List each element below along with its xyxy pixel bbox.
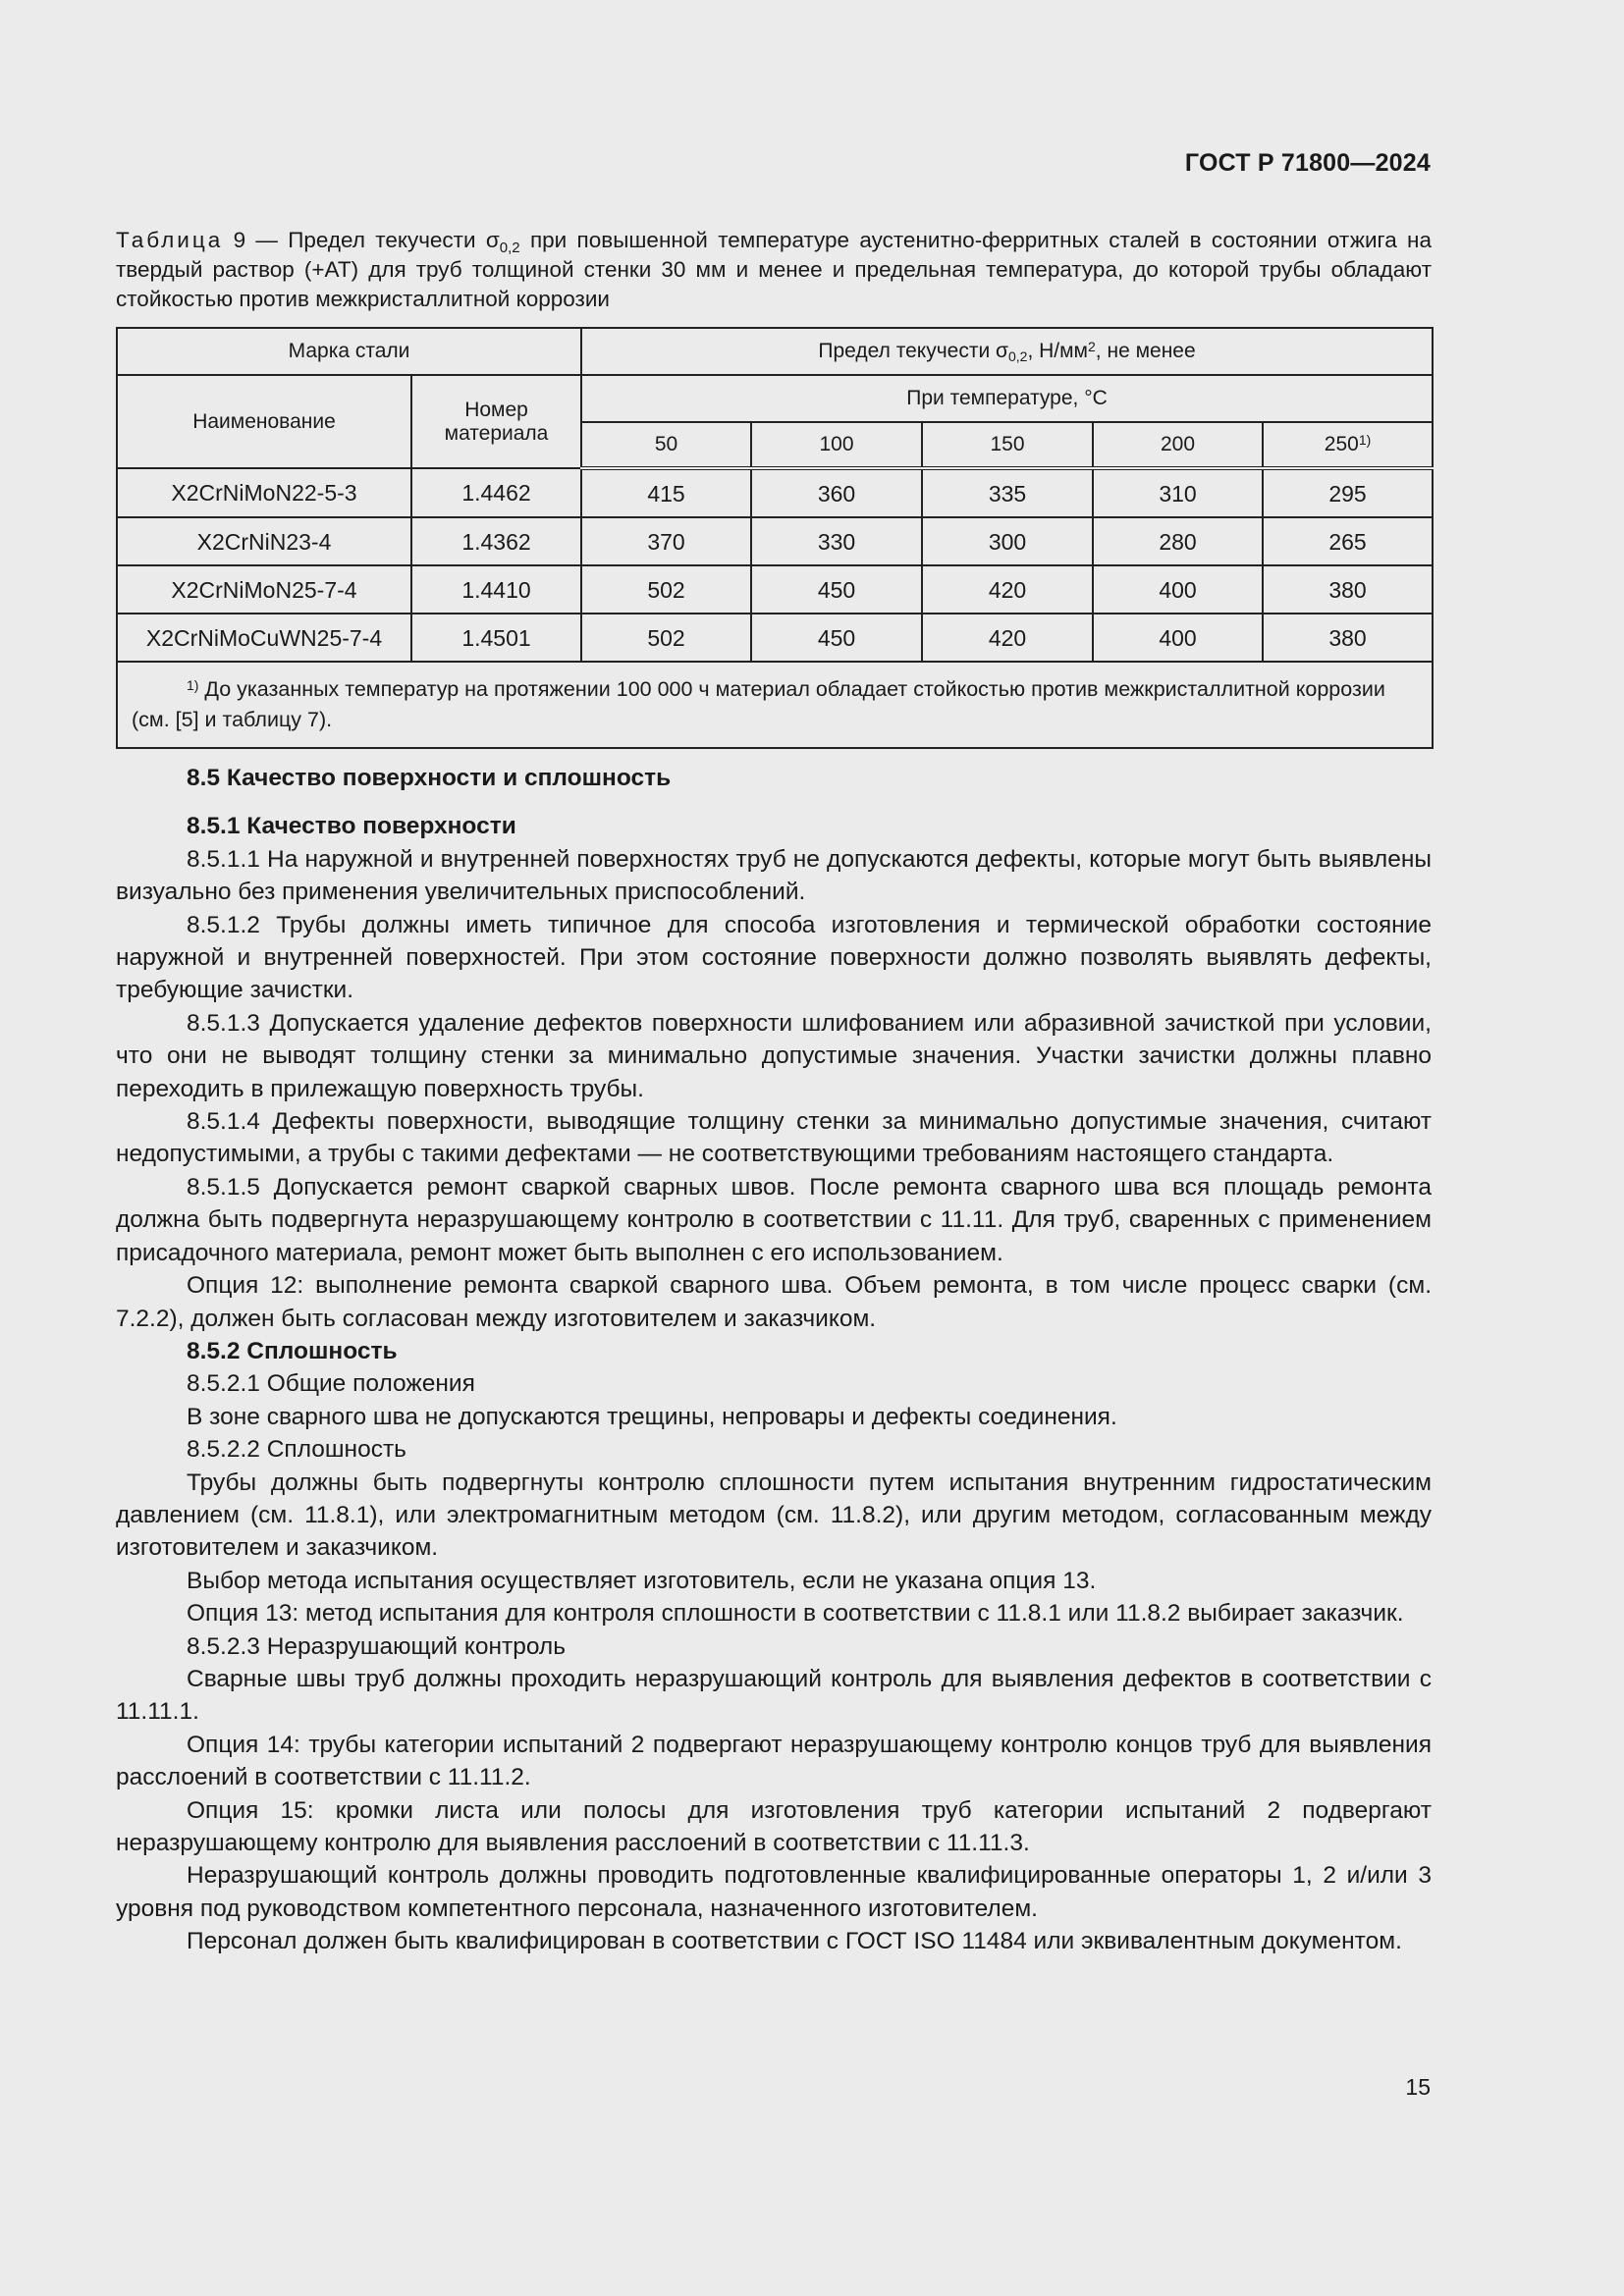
value-cell: 400 — [1093, 614, 1263, 662]
material-number: 1.4462 — [411, 468, 581, 517]
header-temp-150: 150 — [922, 422, 1093, 468]
value-cell: 400 — [1093, 565, 1263, 614]
footnote-mark: 1) — [187, 677, 199, 693]
paragraph-8-5-2-3-title: 8.5.2.3 Неразрушающий контроль — [187, 1632, 566, 1660]
header-temp-100: 100 — [751, 422, 922, 468]
steel-name: X2CrNiMoN25-7-4 — [117, 565, 411, 614]
paragraph-8-5-2-3-text: Сварные швы труб должны проходить неразрушающий контроль для выявления дефектов в соответствии с 11.11.1. — [116, 1665, 1432, 1726]
header-yield-strength: Предел текучести $\sigma_{0,2}$, $Н/мм^2$, не менее — [581, 328, 1433, 375]
table-caption-text: при повышенной температуре аустенитно-ферритных сталей в состоянии отжига на твердый раствор (+AT) для труб толщиной стенки 30 мм и менее и предельная температура, до которой трубы обладают стойкостью против межкристаллитной коррозии — [116, 228, 1432, 311]
paragraph-8-5-1-5: 8.5.1.5 Допускается ремонт сваркой сварных швов. После ремонта сварного шва вся площадь ремонта должна быть подвергнута неразрушающему контролю в соответствии с 11.11. Для труб, сваренных с применением присадочного материала, ремонт может быть выполнен с его использованием. — [116, 1173, 1432, 1266]
table-caption-sub: 0,2 — [499, 240, 520, 256]
steel-name: X2CrNiMoN22-5-3 — [117, 468, 411, 517]
table-caption-number: 9 — Предел текучести σ — [233, 228, 500, 252]
paragraph-personnel: Персонал должен быть квалифицирован в соответствии с ГОСТ ISO 11484 или эквивалентным документом. — [187, 1928, 1402, 1955]
section-heading-8-5-2: 8.5.2 Сплошность — [187, 1337, 398, 1364]
page-number: 15 — [1405, 2074, 1431, 2100]
header-temp-50: 50 — [581, 422, 751, 468]
header-name: Наименование — [117, 375, 411, 468]
value-cell: 360 — [751, 468, 922, 517]
paragraph-method-choice: Выбор метода испытания осуществляет изготовитель, если не указана опция 13. — [187, 1567, 1097, 1594]
material-number: 1.4410 — [411, 565, 581, 614]
value-cell: 420 — [922, 614, 1093, 662]
header-temp-250: 250$^{1)}$ — [1263, 422, 1433, 468]
body-text — [116, 762, 1432, 1958]
paragraph-8-5-1-4: 8.5.1.4 Дефекты поверхности, выводящие толщину стенки за минимально допустимые значения, считают недопустимыми, а трубы с такими дефектами — не соответствующими требованиям настоящего стандарта. — [116, 1108, 1432, 1168]
option-15: Опция 15: кромки листа или полосы для изготовления труб категории испытаний 2 подвергают неразрушающему контролю для выявления расслоений в соответствии с 11.11.3. — [116, 1796, 1432, 1856]
steel-name: X2CrNiMoCuWN25-7-4 — [117, 614, 411, 662]
paragraph-8-5-1-2: 8.5.1.2 Трубы должны иметь типичное для способа изготовления и термической обработки состояние наружной и внутренней поверхностей. При этом состояние поверхности должно позволять выявлять дефекты, требующие зачистки. — [116, 911, 1432, 1004]
header-material-number: Номер материала — [411, 375, 581, 468]
material-number: 1.4362 — [411, 517, 581, 565]
header-steel-grade: Марка стали — [117, 328, 581, 375]
value-cell: 420 — [922, 565, 1093, 614]
value-cell: 300 — [922, 517, 1093, 565]
value-cell: 370 — [581, 517, 751, 565]
table-row — [117, 468, 1433, 517]
option-14: Опция 14: трубы категории испытаний 2 подвергают неразрушающему контролю концов труб для выявления расслоений в соответствии с 11.11.2. — [116, 1731, 1432, 1791]
option-12: Опция 12: выполнение ремонта сваркой сварного шва. Объем ремонта, в том числе процесс сварки (см. 7.2.2), должен быть согласован между изготовителем и заказчиком. — [116, 1272, 1432, 1332]
section-heading-8-5: 8.5 Качество поверхности и сплошность — [187, 765, 672, 791]
table-row — [117, 517, 1433, 565]
value-cell: 330 — [751, 517, 922, 565]
value-cell: 380 — [1263, 565, 1433, 614]
value-cell: 502 — [581, 614, 751, 662]
value-cell: 502 — [581, 565, 751, 614]
paragraph-8-5-1-1: 8.5.1.1 На наружной и внутренней поверхностях труб не допускаются дефекты, которые могут быть выявлены визуально без применения увеличительных приспособлений. — [116, 845, 1432, 906]
value-cell: 335 — [922, 468, 1093, 517]
steel-name: X2CrNiN23-4 — [117, 517, 411, 565]
paragraph-8-5-2-1-text: В зоне сварного шва не допускаются трещины, непровары и дефекты соединения. — [187, 1403, 1117, 1430]
header-temperature: При температуре, °С — [581, 375, 1433, 422]
footnote-text: До указанных температур на протяжении 100 000 ч материал обладает стойкостью против межкристаллитной коррозии (см. [5] и таблицу 7). — [132, 677, 1385, 731]
section-heading-8-5-1: 8.5.1 Качество поверхности — [187, 813, 516, 840]
paragraph-8-5-2-1-title: 8.5.2.1 Общие положения — [187, 1370, 475, 1398]
paragraph-ndt-operators: Неразрушающий контроль должны проводить подготовленные квалифицированные операторы 1, 2 и/или 3 уровня под руководством компетентного персонала, назначенного изготовителем. — [116, 1862, 1432, 1922]
value-cell: 415 — [581, 468, 751, 517]
table-row — [117, 614, 1433, 662]
header-temp-200: 200 — [1093, 422, 1263, 468]
value-cell: 295 — [1263, 468, 1433, 517]
value-cell: 265 — [1263, 517, 1433, 565]
table-footnote — [117, 662, 1433, 748]
option-13: Опция 13: метод испытания для контроля сплошности в соответствии с 11.8.1 или 11.8.2 выбирает заказчик. — [187, 1600, 1404, 1628]
table-row — [117, 565, 1433, 614]
material-number: 1.4501 — [411, 614, 581, 662]
value-cell: 310 — [1093, 468, 1263, 517]
document-code: ГОСТ Р 71800—2024 — [1184, 149, 1431, 177]
value-cell: 380 — [1263, 614, 1433, 662]
value-cell: 450 — [751, 614, 922, 662]
paragraph-8-5-1-3: 8.5.1.3 Допускается удаление дефектов поверхности шлифованием или абразивной зачисткой при условии, что они не выводят толщину стенки за минимально допустимые значения. Участки зачистки должны плавно переходить в прилежащую поверхность трубы. — [116, 1009, 1432, 1102]
table-caption — [116, 226, 1432, 314]
table-caption-label: Таблица — [116, 228, 224, 252]
paragraph-8-5-2-2-text: Трубы должны быть подвергнуты контролю сплошности путем испытания внутренним гидростатическим давлением (см. 11.8.1), или электромагнитным методом (см. 11.8.2), или другим методом, согласованным между изготовителем и заказчиком. — [116, 1468, 1432, 1562]
yield-strength-table — [116, 327, 1434, 749]
paragraph-8-5-2-2-title: 8.5.2.2 Сплошность — [187, 1436, 406, 1464]
value-cell: 280 — [1093, 517, 1263, 565]
value-cell: 450 — [751, 565, 922, 614]
